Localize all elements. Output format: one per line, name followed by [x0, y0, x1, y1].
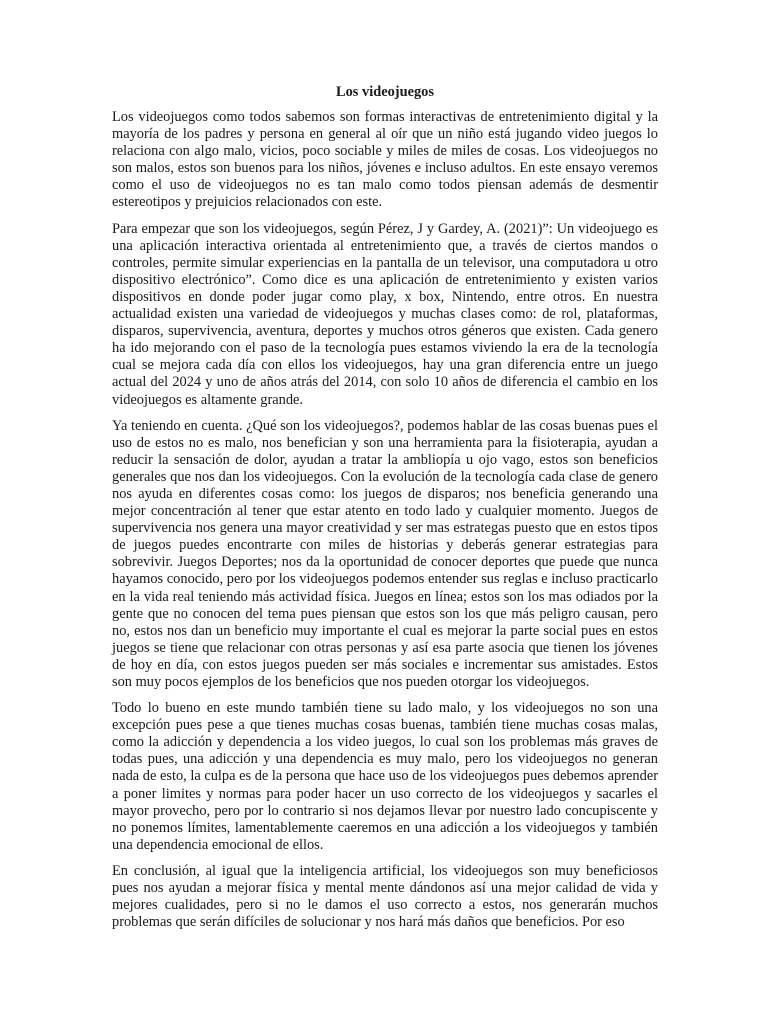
paragraph-conclusion: En conclusión, al igual que la inteligencia artificial, los videojuegos son muy beneficiosos pues nos ayudan a mejorar física y mental mente dándonos así una mejor calidad de vida y mejores cualidades, pero si no le damos el uso correcto a estos, nos generarán muchos problemas que serán difíciles de solucionar y nos hará más daños que beneficios. Por eso [112, 862, 658, 931]
paragraph-benefits: Ya teniendo en cuenta. ¿Qué son los videojuegos?, podemos hablar de las cosas buenas pues el uso de estos no es malo, nos benefician y son una herramienta para la fisioterapia, ayudan a reducir la sensación de dolor, ayudan a tratar la ambliopía u ojo vago, estos son beneficios generales que nos dan los videojuegos. Con la evolución de la tecnología cada clase de genero nos ayuda en diferentes cosas como: los juegos de disparos; nos beneficia generando una mejor concentración al tener que estar atento en todo lado y cualquier momento. Juegos de supervivencia nos genera una mayor creatividad y ser mas estrategas puesto que en estos tipos de juegos puedes encontrarte con miles de historias y deberás generar estrategias para sobrevivir. Juegos Deportes; nos da la oportunidad de conocer deportes que puede que nunca hayamos conocido, pero por los videojuegos podemos entender sus reglas e incluso practicarlo en la vida real teniendo más actividad física. Juegos en línea; estos son los mas odiados por la gente que no conocen del tema pues piensan que estos son los que más peligro causan, pero no, estos nos dan un beneficio muy importante el cual es mejorar la parte social pues en estos juegos se tiene que relacionar con otras personas y así esa parte asocia que tienen los jóvenes de hoy en día, con estos juegos pueden ser más sociales e incrementar sus amistades. Estos son muy pocos ejemplos de los beneficios que nos pueden otorgar los videojuegos. [112, 417, 658, 690]
document-page [112, 84, 658, 940]
paragraph-drawbacks: Todo lo bueno en este mundo también tiene su lado malo, y los videojuegos no son una excepción pues pese a que tienes muchas cosas buenas, también tiene muchas cosas malas, como la adicción y dependencia a los video juegos, lo cual son los problemas más graves de todas pues, una adicción y una dependencia es muy malo, pero los videojuegos no generan nada de esto, la culpa es de la persona que hace uso de los videojuegos pues debemos aprender a poner limites y normas para poder hacer un uso correcto de los videojuegos y sacarles el mayor provecho, pero por lo contrario si nos dejamos llevar por nuestro lado concupiscente y no ponemos límites, lamentablemente caeremos en una adicción a los videojuegos y también una dependencia emocional de ellos. [112, 700, 658, 853]
paragraph-definition: Para empezar que son los videojuegos, según Pérez, J y Gardey, A. (2021)”: Un videojuego es una aplicación interactiva orientada al entretenimiento que, a través de ciertos mandos o controles, permite simular experiencias en la pantalla de un televisor, una computadora u otro dispositivo electrónico”. Como dice es una aplicación de entretenimiento y existen varios dispositivos en donde poder jugar como play, x box, Nintendo, entre otros. En nuestra actualidad existen una variedad de videojuegos y muchas clases como: de rol, plataformas, disparos, supervivencia, aventura, deportes y muchos otros géneros que existen. Cada genero ha ido mejorando con el paso de la tecnología pues estamos viviendo la era de la tecnología cual se mejora cada día con ellos los videojuegos, hay una gran diferencia entre un juego actual del 2024 y uno de años atrás del 2014, con solo 10 años de diferencia el cambio en los videojuegos es altamente grande. [112, 220, 658, 408]
paragraph-introduction: Los videojuegos como todos sabemos son formas interactivas de entretenimiento digital y la mayoría de los padres y persona en general al oír que un niño está jugando video juegos lo relaciona con algo malo, vicios, poco sociable y miles de miles de cosas. Los videojuegos no son malos, estos son buenos para los niños, jóvenes e incluso adultos. En este ensayo veremos como el uso de videojuegos no es tan malo como todos piensan además de desmentir estereotipos y prejuicios relacionados con este. [112, 109, 658, 211]
document-title: Los videojuegos [336, 84, 434, 100]
